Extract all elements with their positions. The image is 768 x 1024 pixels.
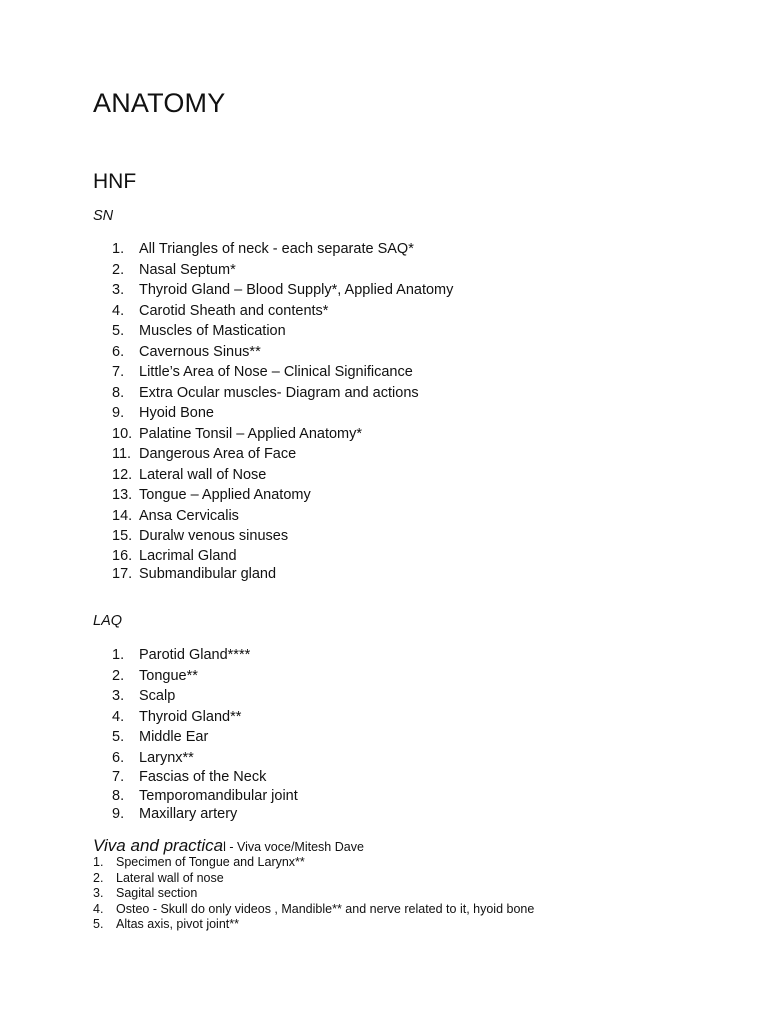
list-item-text: Osteo - Skull do only videos , Mandible** and nerve related to it, hyoid bone	[116, 901, 535, 916]
list-item-text: Thyroid Gland**	[139, 708, 242, 725]
list-item-number: 1.	[112, 241, 125, 257]
list-item-number: 6.	[112, 343, 125, 360]
list-item-text: Lacrimal Gland	[139, 547, 237, 564]
list-item-text: Extra Ocular muscles- Diagram and actions	[139, 384, 419, 401]
list-item-number: 13.	[112, 487, 133, 503]
sn-label: SN	[93, 208, 114, 224]
list-item-number: 2.	[93, 870, 104, 885]
list-item-text: Fascias of the Neck	[139, 769, 267, 785]
list-item-number: 3.	[93, 886, 104, 900]
list-item-number: 10.	[112, 425, 133, 442]
list-item-number: 4.	[93, 901, 104, 916]
list-item-number: 9.	[112, 806, 125, 822]
list-item-text: Lateral wall of nose	[116, 870, 224, 885]
list-item-text: Muscles of Mastication	[139, 323, 286, 339]
list-item-number: 14.	[112, 507, 133, 524]
list-item-number: 17.	[112, 566, 133, 582]
list-item-text: Lateral wall of Nose	[139, 466, 267, 483]
list-item-text: Sagital section	[116, 886, 198, 900]
list-item-number: 1.	[93, 855, 104, 869]
list-item-number: 5.	[112, 323, 125, 339]
list-item-text: Ansa Cervicalis	[139, 507, 239, 524]
list-item-text: Maxillary artery	[139, 806, 238, 822]
list-item-number: 15.	[112, 528, 133, 544]
list-item-number: 8.	[112, 384, 125, 401]
list-item-number: 4.	[112, 302, 125, 319]
list-item-number: 4.	[112, 708, 125, 725]
viva-heading	[93, 836, 364, 856]
list-item-text: All Triangles of neck - each separate SAQ*	[139, 241, 414, 257]
list-item-number: 3.	[112, 688, 125, 704]
list-item-number: 7.	[112, 364, 125, 380]
list-item-text: Dangerous Area of Face	[139, 446, 297, 462]
list-item-text: Palatine Tonsil – Applied Anatomy*	[139, 425, 363, 442]
section-heading-hnf: HNF	[93, 170, 137, 193]
list-item-number: 6.	[112, 749, 125, 766]
list-item-text: Tongue**	[139, 667, 198, 684]
viva-note: l - Viva voce/Mitesh Dave	[223, 840, 364, 854]
list-item-text: Tongue – Applied Anatomy	[139, 487, 311, 503]
list-item-text: Larynx**	[139, 749, 194, 766]
list-item-text: Nasal Septum*	[139, 261, 236, 278]
list-item-number: 1.	[112, 647, 125, 663]
list-item-text: Hyoid Bone	[139, 405, 214, 421]
list-item-text: Middle Ear	[139, 729, 209, 745]
list-item-number: 16.	[112, 547, 133, 564]
list-item-number: 2.	[112, 261, 125, 278]
viva-title: Viva and practica	[93, 836, 224, 855]
list-item-number: 9.	[112, 405, 125, 421]
list-item-text: Altas axis, pivot joint**	[116, 917, 239, 931]
list-item-text: Temporomandibular joint	[139, 787, 298, 804]
laq-label: LAQ	[93, 613, 123, 629]
list-item-number: 5.	[112, 729, 125, 745]
list-item-text: Duralw venous sinuses	[139, 528, 289, 544]
list-item-text: Parotid Gland****	[139, 647, 251, 663]
list-item-number: 5.	[93, 917, 104, 931]
list-item-text: Cavernous Sinus**	[139, 343, 261, 360]
list-item-number: 8.	[112, 787, 125, 804]
list-item-number: 12.	[112, 466, 133, 483]
list-item-text: Submandibular gland	[139, 566, 277, 582]
list-item-text: Specimen of Tongue and Larynx**	[116, 855, 305, 869]
list-item-text: Scalp	[139, 688, 176, 704]
list-item-number: 3.	[112, 282, 125, 298]
list-item-number: 2.	[112, 667, 125, 684]
list-item-text: Carotid Sheath and contents*	[139, 302, 329, 319]
list-item-text: Thyroid Gland – Blood Supply*, Applied Anatomy	[139, 282, 454, 298]
list-item-number: 11.	[112, 446, 132, 462]
list-item-number: 7.	[112, 769, 125, 785]
list-item-text: Little’s Area of Nose – Clinical Significance	[139, 364, 413, 380]
page-title: ANATOMY	[93, 88, 226, 118]
